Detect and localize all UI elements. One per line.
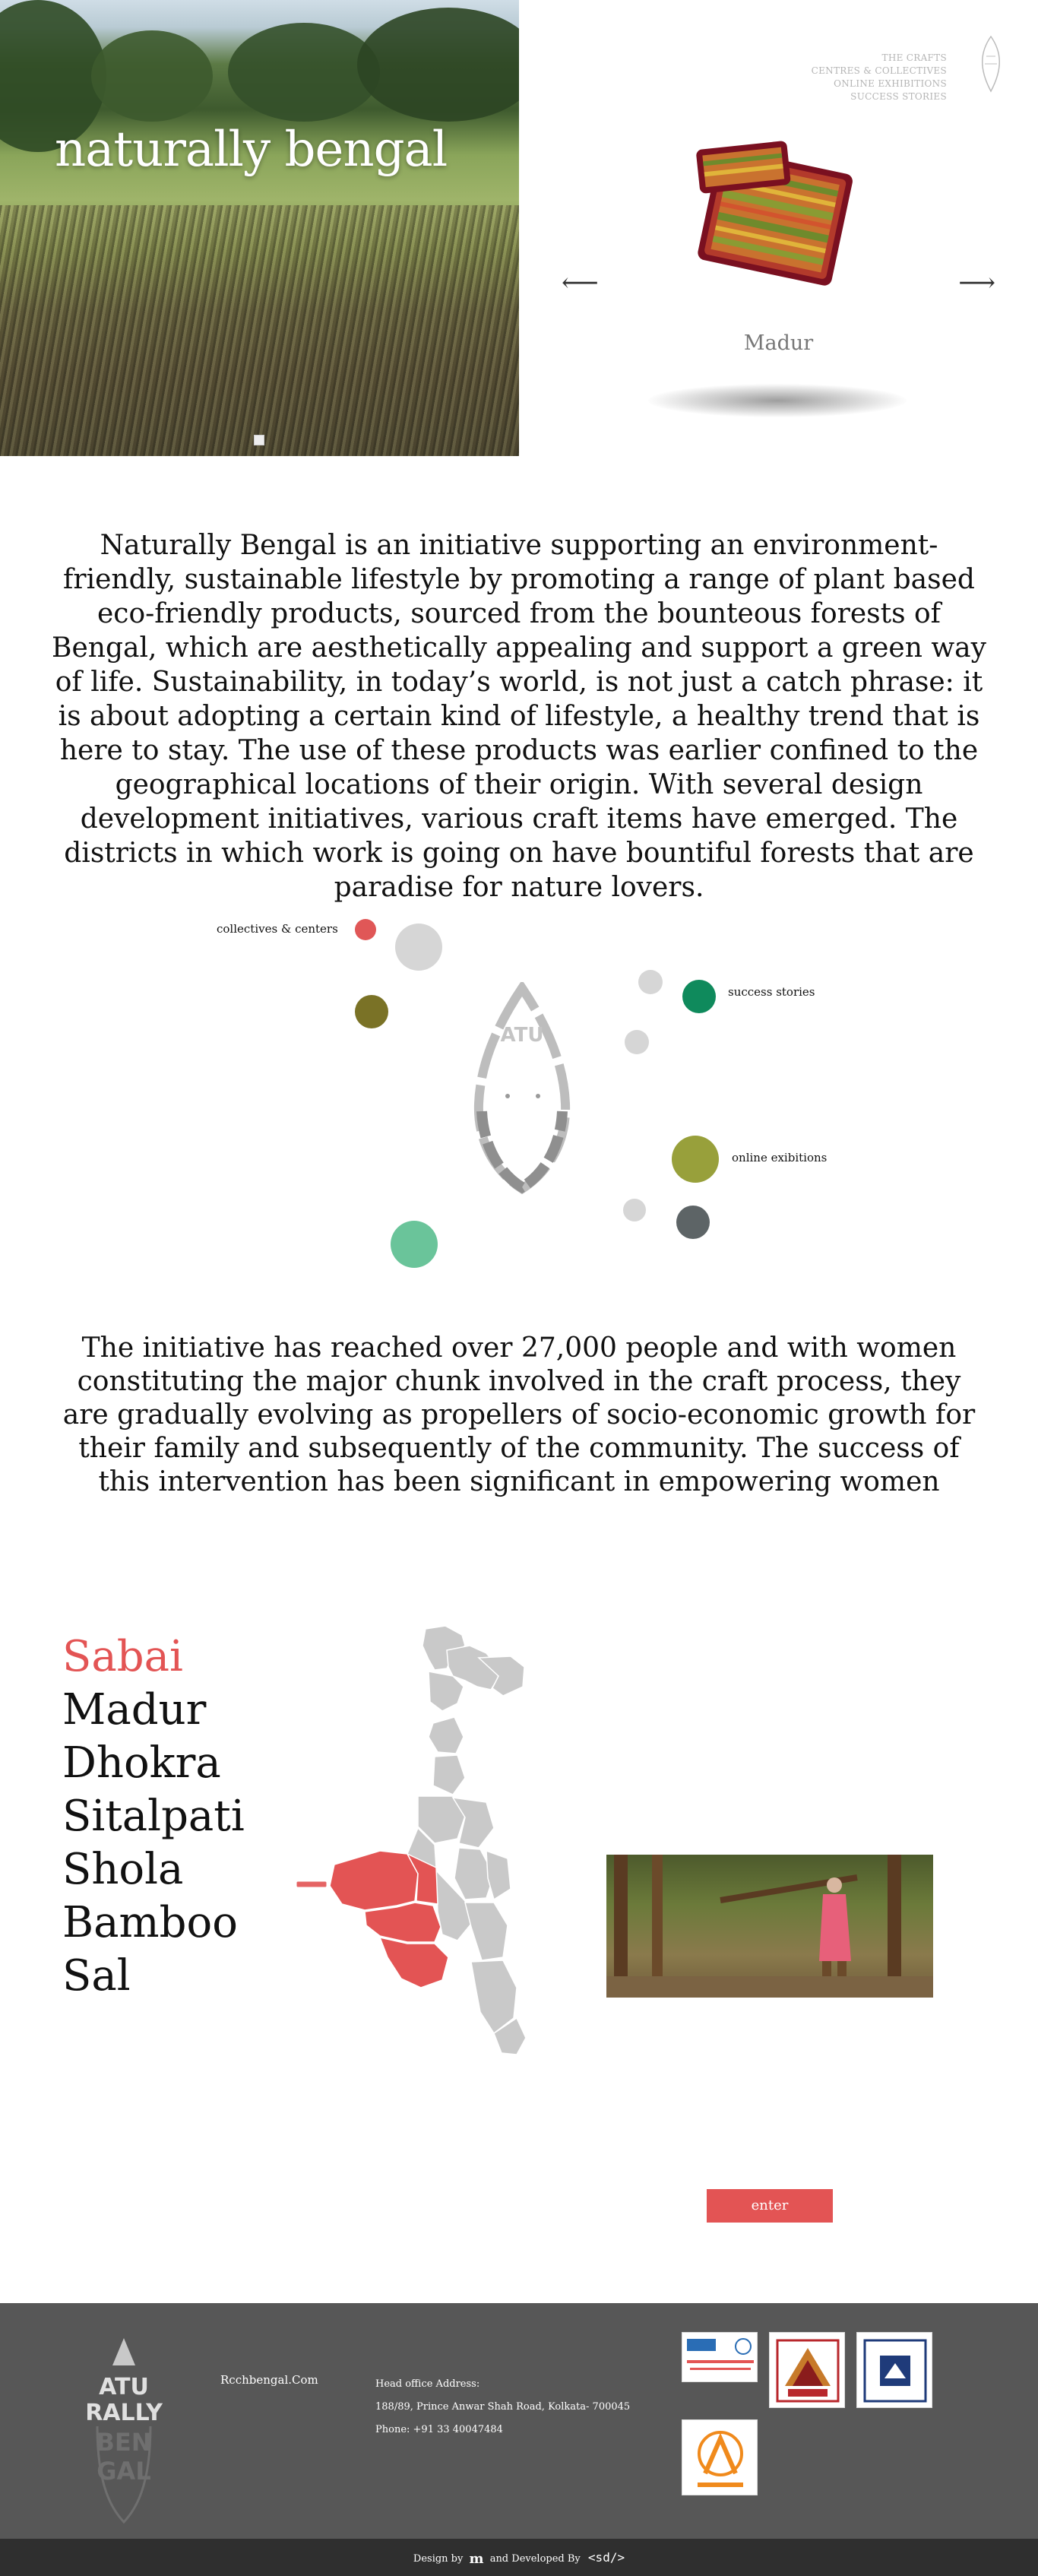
west-bengal-map[interactable] (266, 1623, 555, 2060)
svg-text:ATU: ATU (99, 2374, 149, 2400)
phone-line: Phone: +91 33 40047484 (375, 2424, 503, 2435)
top-nav (812, 52, 947, 103)
mint-dot[interactable] (391, 1221, 438, 1268)
svg-text:GAL: GAL (97, 2457, 151, 2486)
slider-prev-button[interactable] (562, 268, 599, 298)
arrow-right-icon: ⟶ (958, 268, 995, 298)
address-line: 188/89, Prince Anwar Shah Road, Kolkata- 700045 (375, 2401, 631, 2413)
success-stories-dot[interactable] (682, 980, 716, 1013)
craft-item-sitalpati[interactable]: Sitalpati (62, 1792, 245, 1841)
decor-dot (623, 1199, 646, 1221)
hero-photo (0, 0, 519, 456)
designer-logo-icon[interactable]: m (469, 2551, 484, 2567)
slate-dot[interactable] (676, 1206, 710, 1239)
svg-text:RALLY: RALLY (85, 2400, 163, 2426)
biswa-bangla-partner-logo[interactable] (856, 2332, 932, 2408)
broken-image-icon (254, 435, 264, 445)
nav-success-stories[interactable]: SUCCESS STORIES (850, 91, 947, 102)
collectives-dot[interactable] (355, 919, 376, 940)
developed-by-label: and Developed By (489, 2553, 581, 2565)
craft-item-shola[interactable]: Shola (62, 1845, 184, 1894)
craft-artisan-photo (606, 1855, 933, 1998)
success-stories-label[interactable]: success stories (728, 985, 815, 999)
collectives-centers-label[interactable]: collectives & centers (217, 922, 338, 936)
slider-next-button[interactable] (958, 268, 995, 298)
slide-caption: Madur (743, 331, 814, 355)
footer-address (375, 2373, 630, 2441)
craft-item-dhokra[interactable]: Dhokra (62, 1738, 221, 1788)
online-exhibitions-dot[interactable] (672, 1136, 719, 1183)
craft-item-madur[interactable]: Madur (62, 1685, 207, 1735)
product-shadow (648, 384, 907, 417)
olive-dot[interactable] (355, 995, 388, 1028)
enter-button[interactable]: enter (707, 2189, 833, 2223)
decor-dot (395, 924, 442, 971)
hero-section (0, 0, 1038, 456)
madur-partner-logo[interactable] (769, 2332, 845, 2408)
footer-site-link[interactable]: Rcchbengal.Com (220, 2373, 318, 2387)
developer-logo[interactable]: <sd/> (587, 2550, 625, 2565)
impact-statement: The initiative has reached over 27,000 people and with women constituting the major chunk involved in the craft process, they are gradually evolving as propellers of socio-economic growth for their family and subsequently of the community. The success of this intervention has been significant in empowering women (62, 1332, 976, 1497)
craft-item-sabai[interactable]: Sabai (62, 1632, 183, 1681)
craft-item-bamboo[interactable]: Bamboo (62, 1898, 238, 1947)
svg-text:ATU: ATU (500, 1024, 544, 1047)
design-by-label: Design by (413, 2553, 464, 2565)
nav-the-crafts[interactable]: THE CRAFTS (881, 52, 947, 63)
hero-slider-panel (519, 0, 1038, 456)
credits-bar (0, 2539, 1038, 2576)
craft-list (62, 1630, 245, 2003)
banglanatak-partner-logo[interactable] (682, 2419, 758, 2495)
decor-dot (625, 1030, 649, 1054)
nav-online-exhibitions[interactable]: ONLINE EXHIBITIONS (834, 78, 947, 89)
circle-nav (0, 897, 1038, 1292)
svg-text:BEN: BEN (96, 2428, 152, 2457)
decor-dot (638, 970, 663, 994)
arrow-left-icon: ⟵ (562, 268, 599, 298)
nav-centres-collectives[interactable]: CENTRES & COLLECTIVES (811, 65, 947, 76)
footer (0, 2303, 1038, 2539)
naturally-bengal-logo-icon (465, 982, 579, 1195)
online-exhibitions-label[interactable]: online exibitions (732, 1151, 828, 1164)
madur-mat-image (682, 134, 865, 301)
address-heading: Head office Address: (375, 2378, 480, 2390)
craft-item-sal[interactable]: Sal (62, 1951, 131, 2001)
leaf-logo-icon[interactable] (976, 33, 1006, 94)
intro-paragraph: Naturally Bengal is an initiative supporting an environment-friendly, sustainable lifestyle by promoting a range of plant based eco-friendly products, sourced from the bounteous forests of Bengal, which are aesthetically appealing and support a green way of life. Sustainability, in today’s world, is not just a catch phrase: it is about adopting a certain kind of lifestyle, a healthy trend that is here to stay. The use of these products was earlier confined to the geographical locations of their origin. With several design development initiatives, various craft items have emerged. The districts in which work is going on have bountiful forests that are paradise for nature lovers. (52, 530, 986, 903)
naturally-bengal-footer-logo-icon[interactable] (82, 2335, 166, 2525)
unesco-partner-logo[interactable] (682, 2332, 758, 2382)
hero-title: naturally bengal (55, 122, 448, 178)
